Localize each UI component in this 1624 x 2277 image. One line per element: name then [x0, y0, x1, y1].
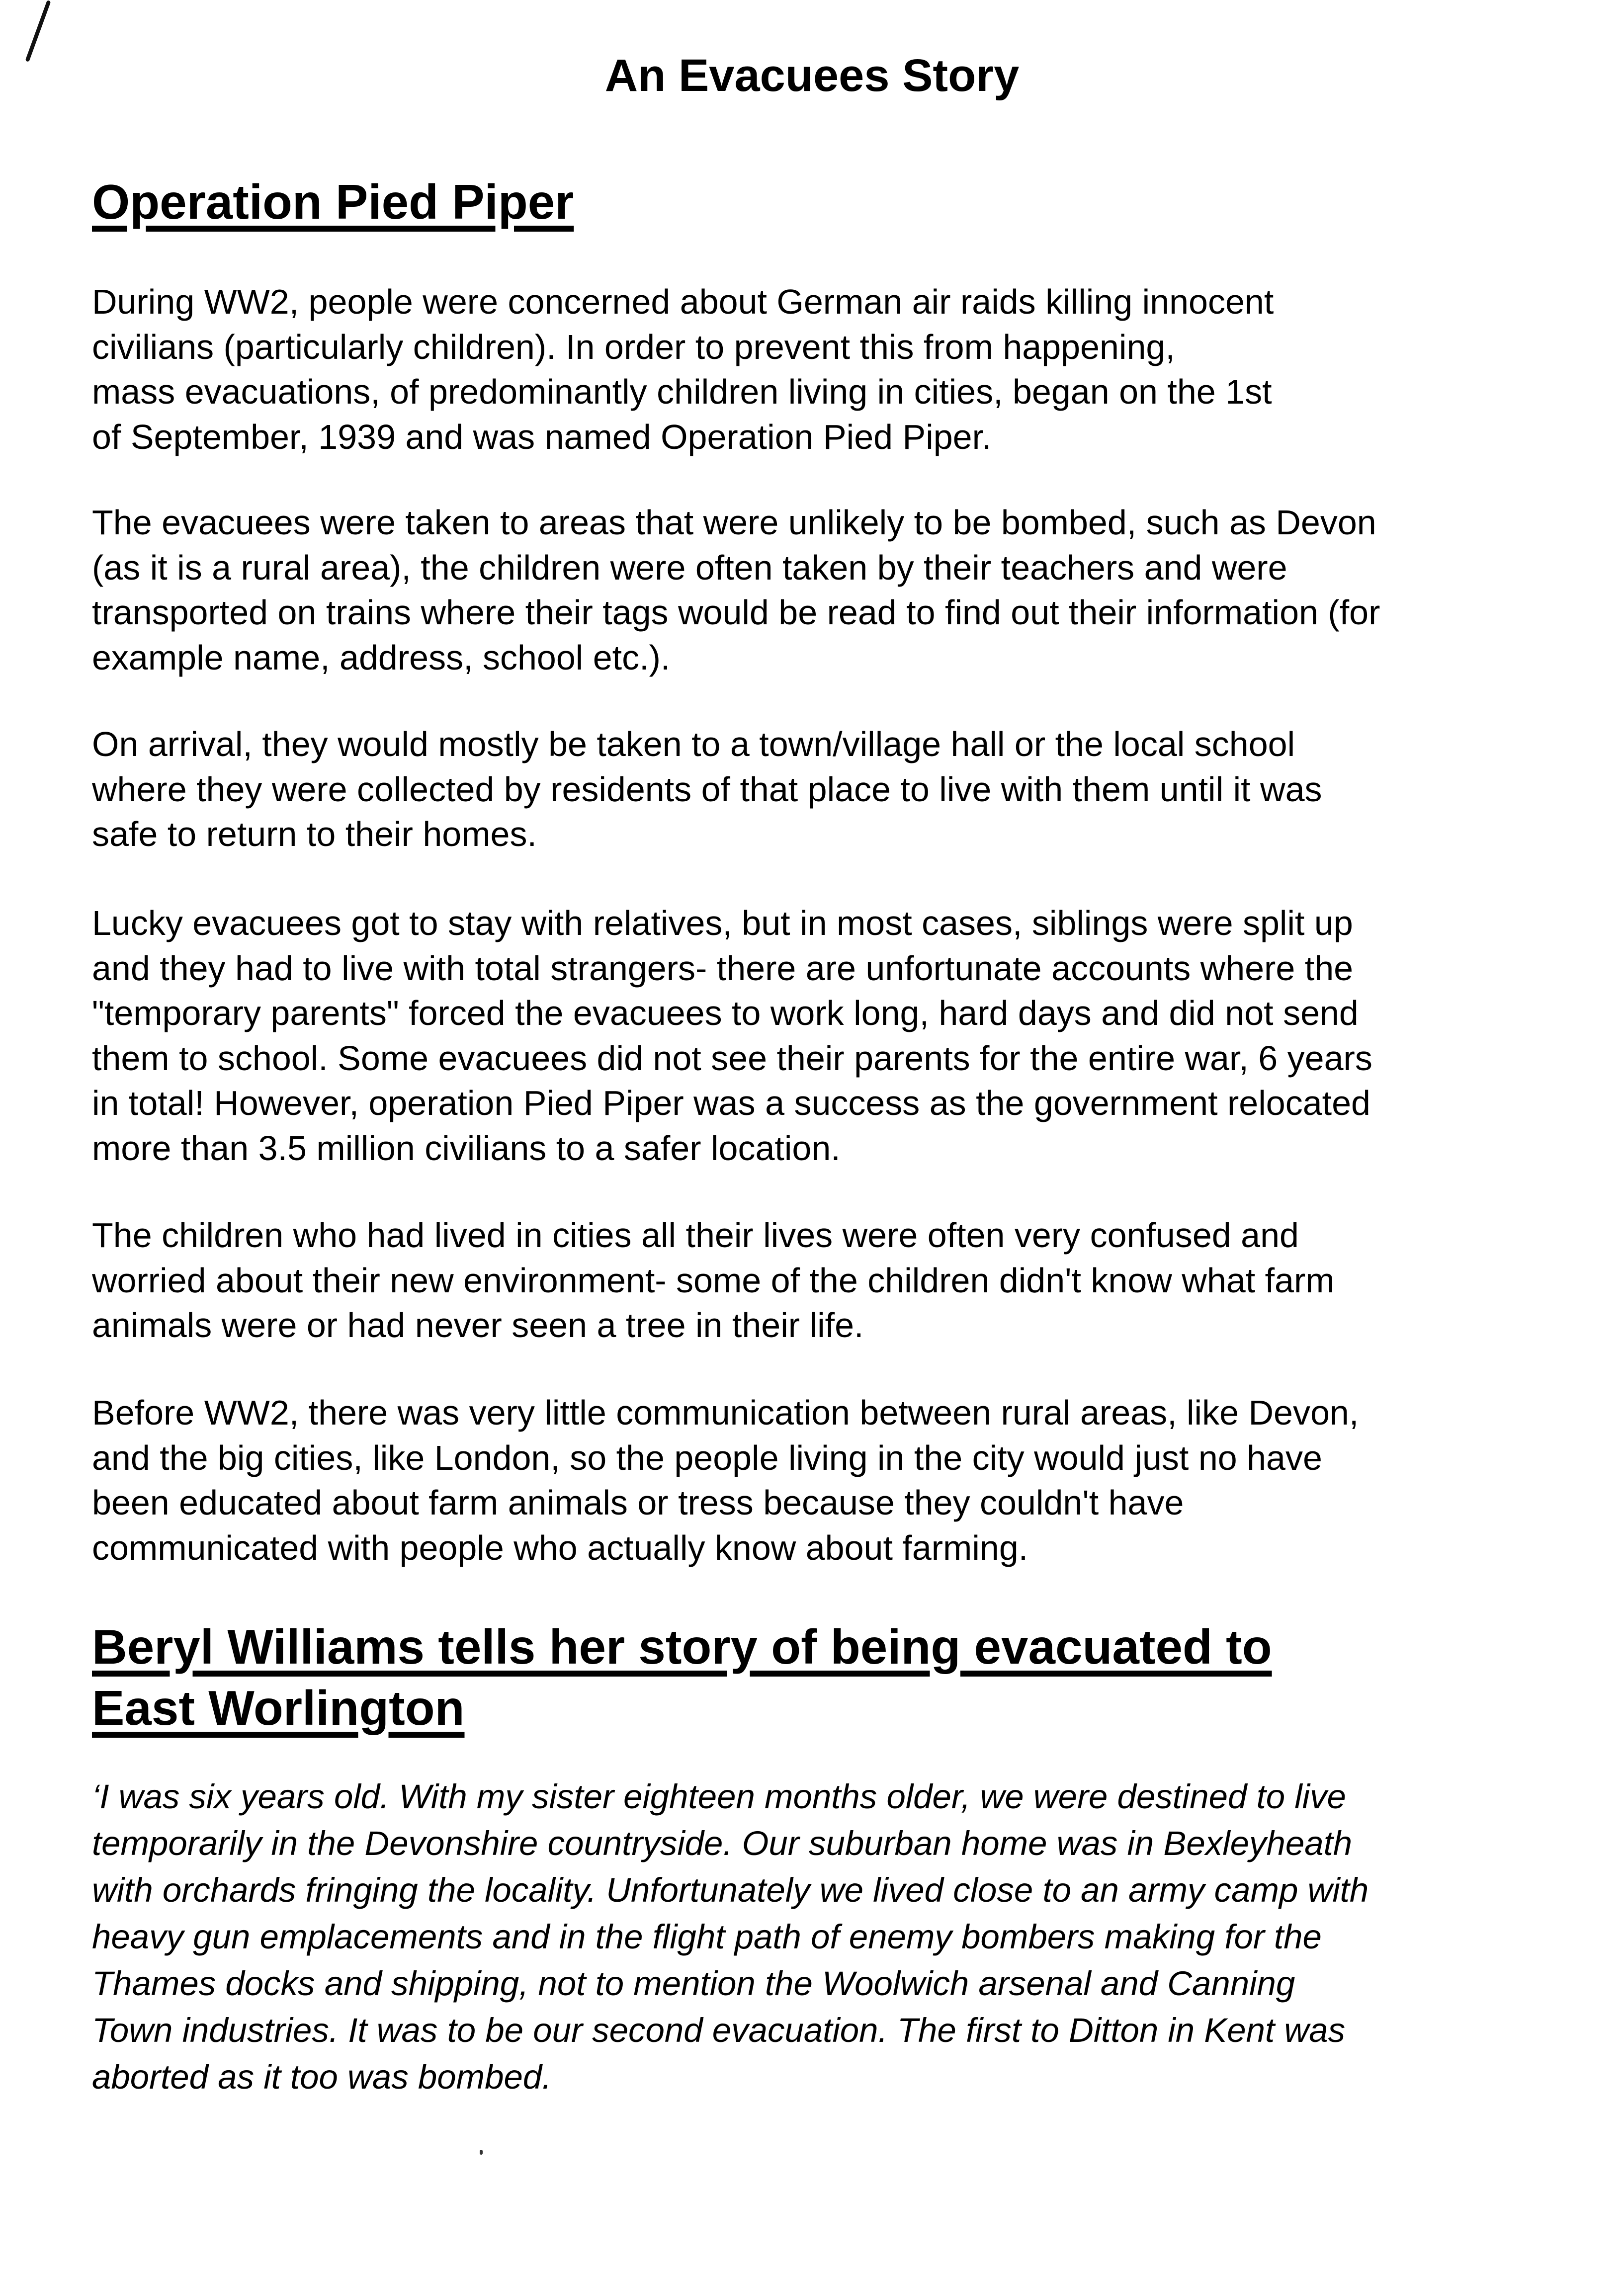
text-line: more than 3.5 million civilians to a safer location.	[92, 1128, 841, 1168]
text-line: heavy gun emplacements and in the flight path of enemy bombers making for the	[92, 1918, 1322, 1956]
text-line: Town industries. It was to be our second evacuation. The first to Ditton in Kent was	[92, 2011, 1346, 2049]
text-line: with orchards fringing the locality. Unfortunately we lived close to an army camp with	[92, 1871, 1369, 1909]
paragraph-6	[92, 1390, 1359, 1570]
text-line: mass evacuations, of predominantly children living in cities, began on the 1st	[92, 372, 1272, 411]
heading-line: Beryl Williams tells her story of being evacuated to	[92, 1619, 1272, 1674]
text-line: "temporary parents" forced the evacuees to work long, hard days and did not send	[92, 994, 1359, 1032]
paragraph-3	[92, 722, 1322, 857]
section-heading-beryl-williams	[92, 1616, 1272, 1739]
text-line: them to school. Some evacuees did not see their parents for the entire war, 6 years	[92, 1038, 1372, 1078]
text-line: ‘I was six years old. With my sister eighteen months older, we were destined to live	[92, 1777, 1346, 1816]
page-title: An Evacuees Story	[604, 50, 1020, 101]
text-line: Before WW2, there was very little communication between rural areas, like Devon,	[92, 1393, 1359, 1432]
paragraph-5	[92, 1213, 1335, 1348]
text-line: and they had to live with total strangers- there are unfortunate accounts where the	[92, 948, 1354, 988]
paragraph-4	[92, 901, 1372, 1171]
text-line: safe to return to their homes.	[92, 815, 537, 853]
text-line: The evacuees were taken to areas that were unlikely to be bombed, such as Devon	[92, 503, 1376, 542]
text-line: transported on trains where their tags would be read to find out their information (for	[92, 593, 1380, 632]
text-line: animals were or had never seen a tree in their life.	[92, 1306, 864, 1345]
text-line: and the big cities, like London, so the people living in the city would just no have	[92, 1438, 1322, 1477]
text-line: During WW2, people were concerned about German air raids killing innocent	[92, 282, 1274, 321]
text-line: (as it is a rural area), the children were often taken by their teachers and were	[92, 548, 1287, 587]
text-line: of September, 1939 and was named Operation Pied Piper.	[92, 417, 992, 456]
paragraph-1	[92, 279, 1274, 459]
text-line: worried about their new environment- some of the children didn't know what farm	[92, 1261, 1335, 1300]
text-line: example name, address, school etc.).	[92, 638, 671, 677]
quote-paragraph	[92, 1773, 1368, 2101]
text-line: civilians (particularly children). In order to prevent this from happening,	[92, 327, 1175, 366]
text-line: communicated with people who actually know about farming.	[92, 1528, 1028, 1567]
heading-line: East Worlington	[92, 1681, 465, 1735]
text-line: aborted as it too was bombed.	[92, 2058, 552, 2096]
text-line: in total! However, operation Pied Piper was a success as the government relocated	[92, 1084, 1370, 1122]
text-line: been educated about farm animals or tress because they couldn't have	[92, 1483, 1184, 1522]
text-line: Lucky evacuees got to stay with relatives, but in most cases, siblings were split up	[92, 904, 1353, 942]
scan-speck	[480, 2150, 483, 2155]
section-heading-operation-pied-piper: Operation Pied Piper	[92, 174, 574, 229]
text-line: On arrival, they would mostly be taken to a town/village hall or the local school	[92, 725, 1295, 763]
text-line: The children who had lived in cities all their lives were often very confused and	[92, 1216, 1299, 1255]
text-line: temporarily in the Devonshire countryside. Our suburban home was in Bexleyheath	[92, 1824, 1353, 1862]
text-line: Thames docks and shipping, not to mention the Woolwich arsenal and Canning	[92, 1964, 1295, 2003]
paragraph-2	[92, 500, 1380, 680]
text-line: where they were collected by residents of that place to live with them until it was	[92, 769, 1322, 809]
